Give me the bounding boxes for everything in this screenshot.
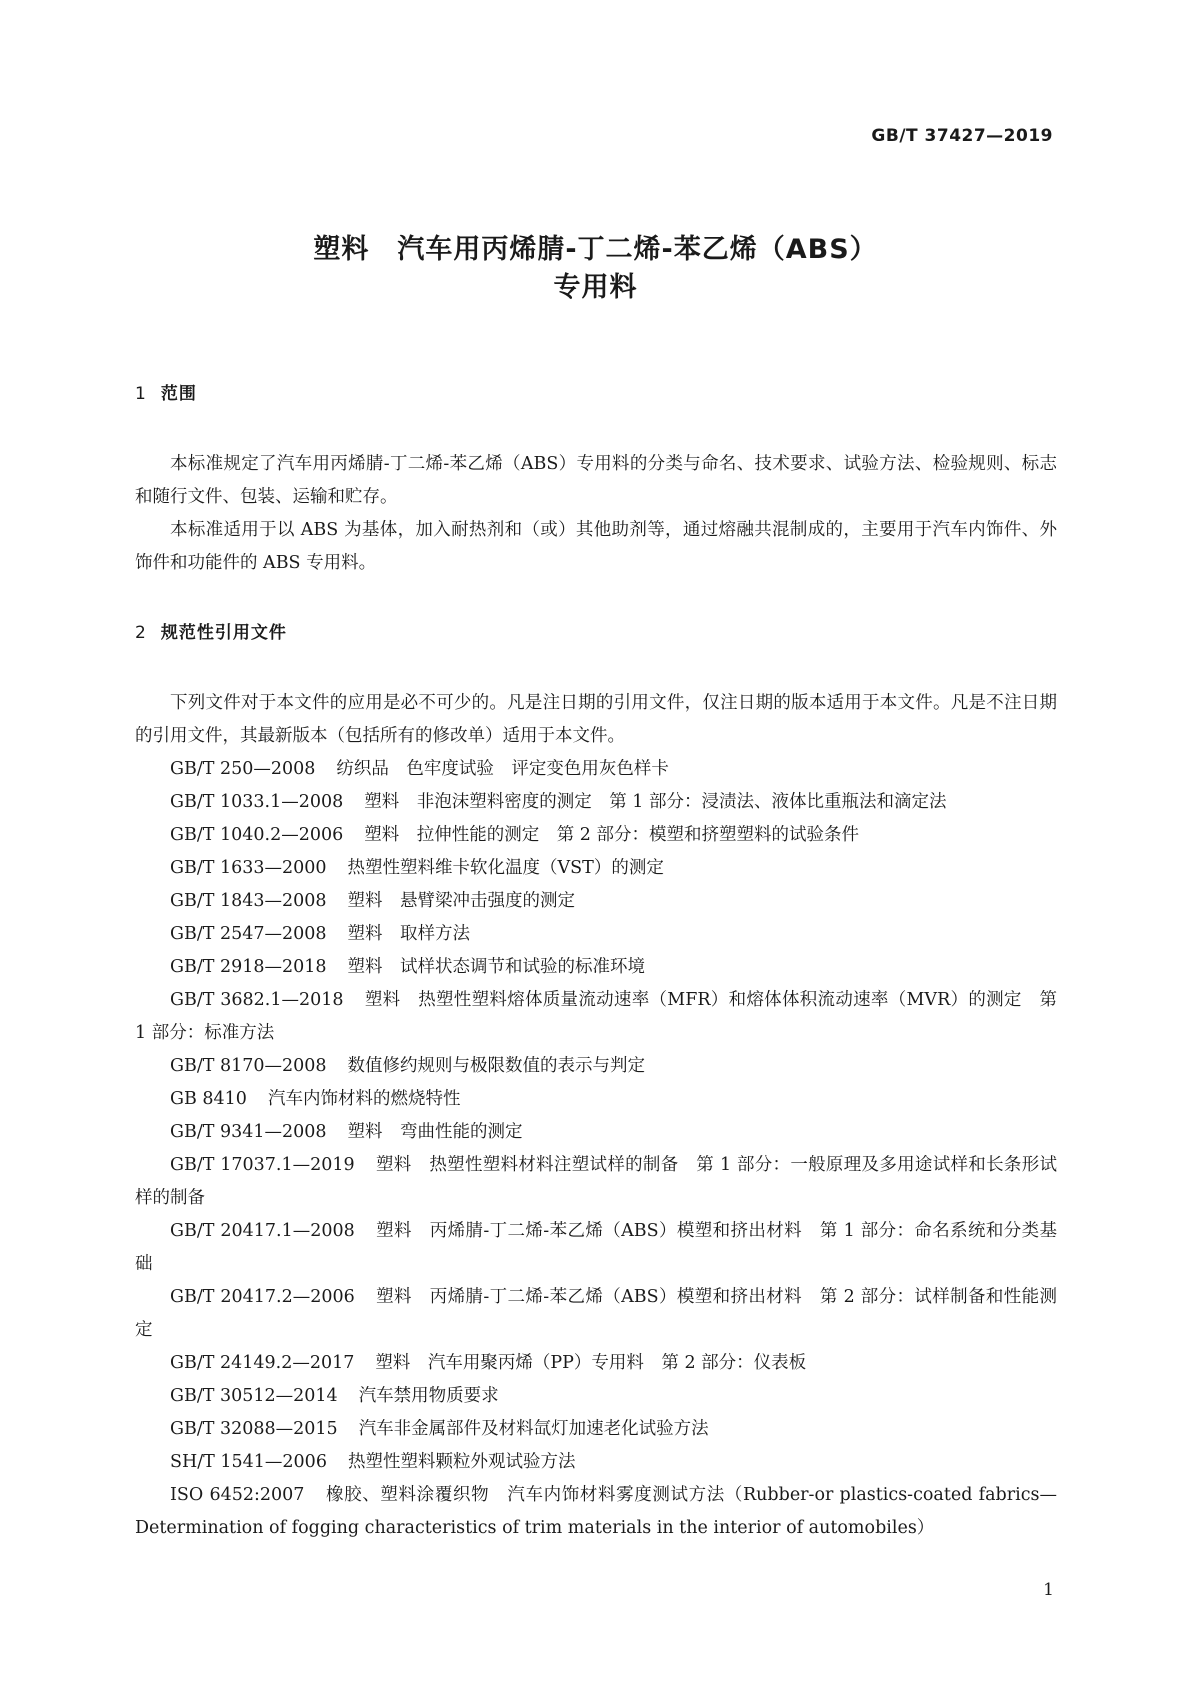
reference-item: [135, 1281, 1057, 1347]
reference-code: GB/T 250—2008: [170, 759, 316, 779]
reference-item: [135, 1446, 1057, 1479]
reference-code: GB/T 24149.2—2017: [170, 1353, 355, 1373]
reference-title: 塑料 试样状态调节和试验的标准环境: [347, 957, 646, 977]
reference-code: ISO 6452:2007: [170, 1485, 305, 1505]
reference-title: 热塑性塑料颗粒外观试验方法: [347, 1452, 576, 1472]
reference-title: 热塑性塑料维卡软化温度（VST）的测定: [347, 858, 664, 878]
reference-item: [135, 819, 1057, 852]
title-line-2: 专用料: [553, 272, 638, 303]
reference-item: [135, 786, 1057, 819]
reference-title: 数值修约规则与极限数值的表示与判定: [347, 1056, 646, 1076]
reference-title: 塑料 悬臂梁冲击强度的测定: [347, 891, 576, 911]
page-number: 1: [1043, 1580, 1054, 1600]
reference-title: 纺织品 色牢度试验 评定变色用灰色样卡: [336, 759, 669, 779]
reference-title: 塑料 热塑性塑料熔体质量流动速率（MFR）和熔体体积流动速率（MVR）的测定 第 1 部分：标准方法: [135, 990, 1057, 1043]
reference-item: [135, 1083, 1057, 1116]
reference-title: 汽车非金属部件及材料氙灯加速老化试验方法: [358, 1419, 709, 1439]
reference-code: GB/T 20417.2—2006: [170, 1287, 355, 1307]
paragraph: 本标准规定了汽车用丙烯腈-丁二烯-苯乙烯（ABS）专用料的分类与命名、技术要求、试验方法、检验规则、标志和随行文件、包装、运输和贮存。: [135, 454, 1057, 507]
reference-code: GB/T 1040.2—2006: [170, 825, 344, 845]
reference-code: GB/T 1033.1—2008: [170, 792, 344, 812]
reference-item: [135, 1050, 1057, 1083]
reference-code: GB/T 30512—2014: [170, 1386, 338, 1406]
reference-list: [135, 753, 1057, 1545]
reference-title: 塑料 丙烯腈-丁二烯-苯乙烯（ABS）模塑和挤出材料 第 2 部分：试样制备和性能测定: [135, 1287, 1057, 1340]
reference-title: 塑料 热塑性塑料材料注塑试样的制备 第 1 部分：一般原理及多用途试样和长条形试样的制备: [135, 1155, 1057, 1208]
reference-code: GB/T 1843—2008: [170, 891, 327, 911]
section-number: 2: [135, 623, 147, 643]
reference-code: GB 8410: [170, 1089, 247, 1109]
reference-item: [135, 753, 1057, 786]
reference-title: 塑料 拉伸性能的测定 第 2 部分：模塑和挤塑塑料的试验条件: [364, 825, 860, 845]
paragraph: 下列文件对于本文件的应用是必不可少的。凡是注日期的引用文件，仅注日期的版本适用于本文件。凡是不注日期的引用文件，其最新版本（包括所有的修改单）适用于本文件。: [135, 693, 1057, 746]
reference-item: [135, 1347, 1057, 1380]
section-heading-scope: [135, 378, 1057, 411]
reference-item: [135, 1149, 1057, 1215]
reference-item: [135, 1116, 1057, 1149]
reference-code: GB/T 9341—2008: [170, 1122, 327, 1142]
reference-item: [135, 951, 1057, 984]
reference-code: GB/T 3682.1—2018: [170, 990, 344, 1010]
standard-number: GB/T 37427—2019: [871, 126, 1053, 146]
reference-title: 塑料 汽车用聚丙烯（PP）专用料 第 2 部分：仪表板: [375, 1353, 807, 1373]
reference-code: GB/T 17037.1—2019: [170, 1155, 355, 1175]
reference-item: [135, 1215, 1057, 1281]
section-number: 1: [135, 384, 147, 404]
reference-code: GB/T 32088—2015: [170, 1419, 338, 1439]
document-body: [135, 378, 1057, 1545]
reference-code: GB/T 8170—2008: [170, 1056, 327, 1076]
reference-item: [135, 1413, 1057, 1446]
reference-title: 塑料 取样方法: [347, 924, 471, 944]
reference-item: [135, 852, 1057, 885]
reference-code: GB/T 20417.1—2008: [170, 1221, 355, 1241]
reference-item: [135, 984, 1057, 1050]
title-line-1: 塑料 汽车用丙烯腈-丁二烯-苯乙烯（ABS）: [313, 234, 878, 265]
reference-code: GB/T 2547—2008: [170, 924, 327, 944]
reference-title: 汽车内饰材料的燃烧特性: [267, 1089, 461, 1109]
reference-title: 塑料 非泡沫塑料密度的测定 第 1 部分：浸渍法、液体比重瓶法和滴定法: [364, 792, 947, 812]
reference-title: 塑料 丙烯腈-丁二烯-苯乙烯（ABS）模塑和挤出材料 第 1 部分：命名系统和分类基础: [135, 1221, 1057, 1274]
paragraph: 本标准适用于以 ABS 为基体，加入耐热剂和（或）其他助剂等，通过熔融共混制成的，主要用于汽车内饰件、外饰件和功能件的 ABS 专用料。: [135, 520, 1057, 573]
reference-item: [135, 918, 1057, 951]
reference-title: 塑料 弯曲性能的测定: [347, 1122, 523, 1142]
reference-item: [135, 1380, 1057, 1413]
document-title: [0, 231, 1191, 307]
reference-title: 汽车禁用物质要求: [358, 1386, 499, 1406]
section-title: 规范性引用文件: [160, 623, 287, 643]
reference-item: [135, 1479, 1057, 1545]
section-heading-normative-references: [135, 617, 1057, 650]
reference-code: SH/T 1541—2006: [170, 1452, 327, 1472]
reference-code: GB/T 2918—2018: [170, 957, 327, 977]
reference-title: 橡胶、塑料涂覆织物 汽车内饰材料雾度测试方法（Rubber-or plastics-coated fabrics—Determination of fogging characteristics of trim materials in the interior of automobiles）: [135, 1485, 1058, 1538]
reference-code: GB/T 1633—2000: [170, 858, 327, 878]
reference-item: [135, 885, 1057, 918]
section-title: 范围: [160, 384, 197, 404]
